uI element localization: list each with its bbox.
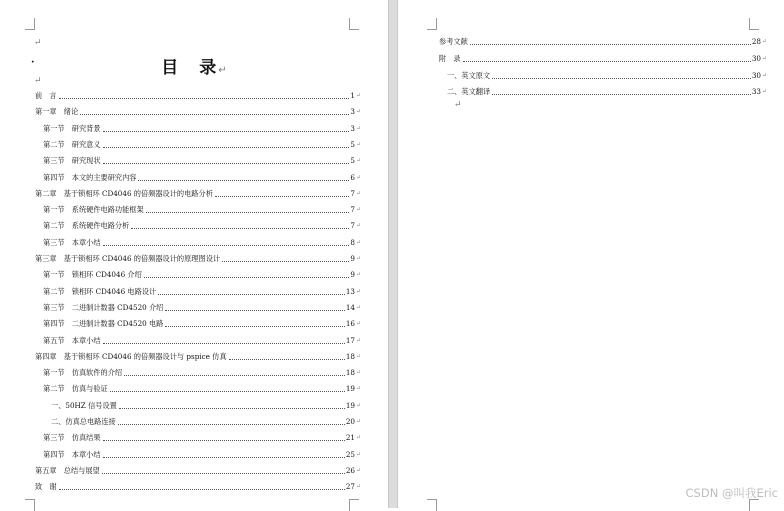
- toc-entry-title: 第一节 系统硬件电路功能框架: [43, 205, 144, 215]
- toc-entry-page: 19: [345, 384, 355, 394]
- crop-mark-bottom-left: [25, 499, 35, 511]
- toc-leader-dots: [229, 358, 345, 360]
- toc-entry[interactable]: [35, 186, 361, 198]
- crop-mark-top-right: [349, 18, 359, 30]
- toc-entry-title: 第四节 二进制计数器 CD4520 电路: [43, 319, 164, 329]
- toc-entry[interactable]: [43, 218, 361, 230]
- toc-leader-dots: [102, 472, 345, 474]
- toc-entry-page: 7: [350, 205, 355, 215]
- toc-entry[interactable]: [43, 447, 361, 459]
- toc-entry-title: 第三节 本章小结: [43, 237, 101, 247]
- toc-entry-page: 26: [345, 465, 355, 475]
- paragraph-mark: ↵: [355, 303, 361, 311]
- crop-mark-bottom-right: [349, 499, 359, 511]
- toc-entry-title: 第四节 本文的主要研究内容: [43, 172, 137, 182]
- toc-leader-dots: [158, 293, 345, 295]
- toc-entry-title: 第二节 锁相环 CD4046 电路设计: [43, 286, 157, 296]
- paragraph-mark: ↵: [355, 108, 361, 116]
- document-page-left: [0, 0, 388, 508]
- toc-title: [0, 53, 388, 78]
- paragraph-mark: ↵: [34, 76, 42, 86]
- toc-entry-title: 第二节 系统硬件电路分析: [43, 221, 130, 231]
- toc-entry-page: 8: [350, 237, 355, 247]
- crop-mark-top-left: [25, 18, 35, 30]
- toc-entry-title: 第一节 锁相环 CD4046 介绍: [43, 270, 142, 280]
- toc-entry[interactable]: [43, 365, 361, 377]
- toc-entry[interactable]: [447, 84, 767, 96]
- toc-leader-dots: [165, 325, 344, 327]
- toc-entry[interactable]: [35, 88, 361, 100]
- toc-entry-title: 第三节 仿真结果: [43, 433, 101, 443]
- toc-leader-dots: [492, 93, 751, 95]
- toc-entry-title: 参考文献: [439, 37, 468, 46]
- toc-entry-title: 致 谢: [35, 482, 57, 492]
- paragraph-mark: ↵: [355, 222, 361, 230]
- toc-entry[interactable]: [43, 202, 361, 214]
- toc-entry-title: 第二节 研究意义: [43, 139, 101, 149]
- paragraph-mark: ↵: [761, 54, 767, 62]
- paragraph-mark: ↵: [34, 38, 42, 48]
- paragraph-mark: ↵: [355, 124, 361, 132]
- toc-entry[interactable]: [43, 267, 361, 279]
- toc-entry-title: 第二章 基于锁相环 CD4046 的倍频器设计的电路分析: [35, 188, 213, 198]
- toc-leader-dots: [59, 97, 350, 99]
- toc-leader-dots: [165, 309, 344, 311]
- paragraph-mark: ↵: [355, 434, 361, 442]
- toc-leader-dots: [492, 77, 751, 79]
- toc-entry-page: 1: [350, 91, 355, 100]
- toc-leader-dots: [80, 113, 349, 115]
- toc-entry-page: 30: [751, 53, 761, 63]
- toc-entry[interactable]: [43, 316, 361, 328]
- toc-entry-page: 3: [350, 123, 355, 133]
- toc-entry[interactable]: [439, 34, 767, 46]
- toc-entry[interactable]: [43, 284, 361, 296]
- toc-leader-dots: [144, 276, 350, 278]
- toc-entry[interactable]: [43, 333, 361, 345]
- toc-title-text: 目 录: [161, 58, 219, 78]
- toc-entry-page: 5: [350, 156, 355, 166]
- toc-entry[interactable]: [43, 235, 361, 247]
- paragraph-mark: ↵: [355, 140, 361, 148]
- toc-leader-dots: [222, 260, 349, 262]
- paragraph-mark: ↵: [355, 189, 361, 197]
- toc-entry-title: 第三章 基于锁相环 CD4046 的倍频器设计的原理图设计: [35, 254, 221, 263]
- toc-leader-dots: [103, 342, 345, 344]
- toc-leader-dots: [118, 423, 345, 425]
- toc-entry-page: 6: [350, 172, 355, 182]
- toc-entry-page: 33: [751, 87, 761, 97]
- toc-entry[interactable]: [51, 398, 361, 410]
- toc-entry-title: 第五节 本章小结: [43, 335, 101, 345]
- toc-entry-page: 7: [350, 188, 355, 198]
- toc-entry[interactable]: [447, 68, 767, 80]
- toc-entry-page: 30: [751, 70, 761, 80]
- toc-leader-dots: [146, 211, 350, 213]
- toc-entry-title: 第一章 绪论: [35, 107, 79, 117]
- toc-entry-page: 9: [350, 254, 355, 263]
- toc-entry-page: 19: [345, 400, 355, 410]
- paragraph-mark: ↵: [355, 352, 361, 360]
- paragraph-mark: ↵: [355, 450, 361, 458]
- crop-mark-bottom-left: [427, 499, 437, 511]
- toc-leader-dots: [110, 390, 345, 392]
- toc-entry-title: 二、英文翻译: [447, 87, 491, 97]
- paragraph-mark: ↵: [218, 65, 227, 76]
- toc-entry-title: 第四章 基于锁相环 CD4046 的倍频器设计与 pspice 仿真: [35, 351, 227, 361]
- toc-leader-dots: [103, 244, 350, 246]
- toc-entry-page: 14: [345, 302, 355, 312]
- toc-entry[interactable]: [43, 153, 361, 165]
- toc-entry-page: 25: [345, 449, 355, 459]
- toc-entry-title: 第三节 研究现状: [43, 156, 101, 166]
- toc-entry-title: 第三节 二进制计数器 CD4520 介绍: [43, 302, 164, 312]
- toc-entry-page: 18: [345, 368, 355, 378]
- toc-entry[interactable]: [35, 251, 361, 263]
- crop-mark-top-right: [749, 18, 759, 30]
- toc-entry[interactable]: [439, 51, 767, 63]
- toc-entry[interactable]: [35, 104, 361, 116]
- toc-leader-dots: [59, 488, 345, 490]
- paragraph-mark: ↵: [355, 466, 361, 474]
- paragraph-mark: ↵: [355, 336, 361, 344]
- paragraph-mark: ↵: [355, 255, 361, 262]
- toc-entry-title: 第一节 研究背景: [43, 123, 101, 133]
- toc-entry-page: 16: [345, 319, 355, 329]
- paragraph-mark: ↵: [355, 206, 361, 214]
- toc-entry[interactable]: [43, 300, 361, 312]
- toc-entry[interactable]: [43, 381, 361, 393]
- toc-entry-title: 第一节 仿真软件的介绍: [43, 368, 123, 378]
- toc-entry-page: 28: [751, 37, 761, 46]
- toc-entry[interactable]: [43, 430, 361, 442]
- page-gutter: [388, 0, 398, 508]
- toc-entry-page: 9: [350, 270, 355, 280]
- toc-entry[interactable]: [43, 170, 361, 182]
- toc-entry[interactable]: [43, 137, 361, 149]
- paragraph-mark: ↵: [761, 71, 767, 79]
- csdn-watermark: CSDN @叫我Eric: [685, 486, 778, 500]
- toc-entry-page: 27: [345, 482, 355, 492]
- paragraph-mark: ↵: [355, 369, 361, 377]
- paragraph-mark: ↵: [355, 385, 361, 393]
- toc-leader-dots: [470, 43, 751, 45]
- document-page-right: [398, 0, 784, 508]
- toc-entry-title: 第二节 仿真与验证: [43, 384, 108, 394]
- paragraph-mark: ↵: [355, 271, 361, 279]
- toc-entry[interactable]: [35, 349, 361, 361]
- toc-entry-page: 7: [350, 221, 355, 231]
- paragraph-mark: ↵: [355, 92, 361, 99]
- paragraph-mark: ↵: [454, 100, 462, 110]
- paragraph-mark: ↵: [355, 418, 361, 425]
- toc-leader-dots: [463, 60, 751, 62]
- toc-entry-page: 3: [350, 107, 355, 117]
- toc-leader-dots: [103, 130, 350, 132]
- toc-entry-title: 第五章 总结与展望: [35, 465, 100, 475]
- toc-entry[interactable]: [35, 463, 361, 475]
- toc-leader-dots: [119, 407, 345, 409]
- toc-leader-dots: [103, 162, 350, 164]
- paragraph-mark: ↵: [355, 238, 361, 246]
- toc-entry-page: 5: [350, 139, 355, 149]
- toc-entry-page: 17: [345, 335, 355, 345]
- bullet-mark: ·: [31, 57, 35, 68]
- paragraph-mark: ↵: [761, 88, 767, 96]
- paragraph-mark: ↵: [355, 320, 361, 328]
- toc-leader-dots: [103, 456, 345, 458]
- toc-entry-page: 20: [345, 417, 355, 426]
- toc-entry-page: 21: [345, 433, 355, 443]
- paragraph-mark: ↵: [355, 401, 361, 409]
- paragraph-mark: ↵: [355, 483, 361, 491]
- toc-leader-dots: [103, 439, 345, 441]
- toc-entry-title: 一、英文原文: [447, 70, 491, 80]
- toc-leader-dots: [103, 146, 350, 148]
- toc-leader-dots: [124, 374, 345, 376]
- toc-entry-title: 附 录: [439, 53, 461, 63]
- toc-entry-page: 13: [345, 286, 355, 296]
- crop-mark-top-left: [427, 18, 437, 30]
- toc-entry[interactable]: [35, 479, 361, 491]
- toc-entry-page: 18: [345, 351, 355, 361]
- paragraph-mark: ↵: [355, 287, 361, 295]
- toc-entry-title: 一、50HZ 信号设置: [51, 400, 117, 410]
- toc-entry-title: 第四节 本章小结: [43, 449, 101, 459]
- toc-leader-dots: [131, 227, 349, 229]
- paragraph-mark: ↵: [355, 173, 361, 181]
- paragraph-mark: ↵: [355, 157, 361, 165]
- toc-entry-title: 二、仿真总电路连接: [51, 417, 116, 426]
- toc-leader-dots: [138, 179, 349, 181]
- paragraph-mark: ↵: [761, 38, 767, 45]
- toc-leader-dots: [215, 195, 350, 197]
- toc-entry-title: 前 言: [35, 91, 57, 100]
- toc-entry[interactable]: [43, 121, 361, 133]
- toc-entry[interactable]: [51, 414, 361, 426]
